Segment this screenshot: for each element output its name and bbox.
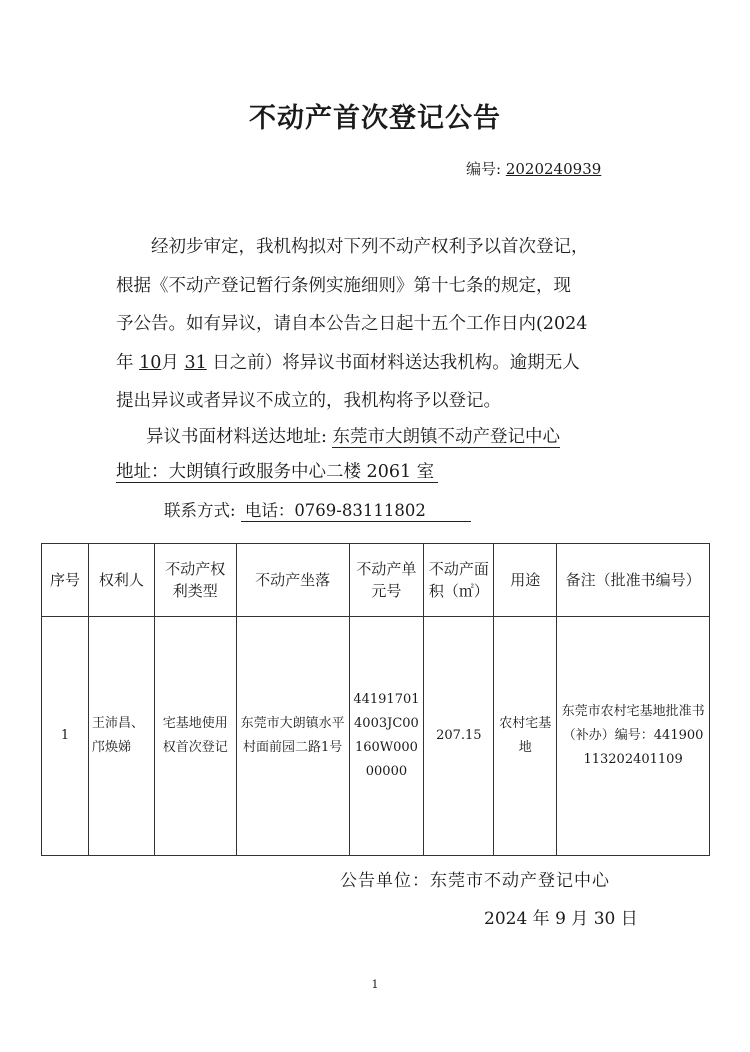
cell-area: 207.15: [424, 617, 494, 856]
table-row: [42, 617, 710, 856]
issue-date: 2024 年 9 月 30 日: [484, 909, 638, 929]
address-line: [116, 458, 438, 483]
document-number-label: 编号:: [466, 160, 502, 178]
notice-body: [116, 228, 646, 421]
header-area: 不动产面积（㎡）: [424, 544, 494, 617]
body-line: 年 10月 31 日之前）将异议书面材料送达我机构。逾期无人: [116, 352, 580, 373]
header-usage: 用途: [494, 544, 557, 617]
document-number: [466, 158, 601, 179]
notice-title: 不动产首次登记公告: [249, 103, 501, 134]
objection-address: [146, 423, 560, 448]
body-line: 经初步审定，我机构拟对下列不动产权利予以首次登记，: [116, 237, 589, 257]
header-remark: 备注（批准书编号）: [557, 544, 710, 617]
cell-right-type: 宅基地使用权首次登记: [154, 617, 236, 856]
objection-address-value: 东莞市大朗镇不动产登记中心: [332, 427, 560, 447]
cell-location: 东莞市大朗镇水平村面前园二路1号: [236, 617, 349, 856]
cell-no: 1: [42, 617, 89, 856]
header-no: 序号: [42, 544, 89, 617]
header-unit-no: 不动产单元号: [349, 544, 424, 617]
header-holder: 权利人: [88, 544, 154, 617]
table-header-row: [42, 544, 710, 617]
deadline-month: 10: [139, 352, 162, 373]
objection-address-label: 异议书面材料送达地址:: [146, 427, 327, 447]
cell-usage: 农村宅基地: [494, 617, 557, 856]
page-number: 1: [371, 978, 379, 991]
cell-unit-no: 441917014003JC00160W00000000: [349, 617, 424, 856]
address-line-value: 地址：大朗镇行政服务中心二楼 2061 室: [116, 462, 438, 483]
body-line: 予公告。如有异议，请自本公告之日起十五个工作日内(2024: [116, 314, 588, 334]
header-right-type: 不动产权利类型: [154, 544, 236, 617]
registration-table: [41, 543, 710, 856]
contact-label: 联系方式:: [164, 501, 236, 520]
deadline-year: 2024: [542, 314, 588, 334]
cell-remark: 东莞市农村宅基地批准书（补办）编号：441900113202401109: [557, 617, 710, 856]
document-number-value: 2020240939: [505, 160, 602, 178]
issuing-unit: 公告单位：东莞市不动产登记中心: [340, 871, 610, 891]
header-location: 不动产坐落: [236, 544, 349, 617]
deadline-day: 31: [184, 352, 207, 373]
body-line: 提出异议或者异议不成立的，我机构将予以登记。: [116, 391, 501, 411]
body-line: 根据《不动产登记暂行条例实施细则》第十七条的规定，现: [116, 275, 571, 296]
cell-holder: 王沛昌、邝焕娣: [88, 617, 154, 856]
contact-info: [164, 497, 471, 522]
contact-phone: 电话：0769-83111802: [241, 497, 471, 522]
